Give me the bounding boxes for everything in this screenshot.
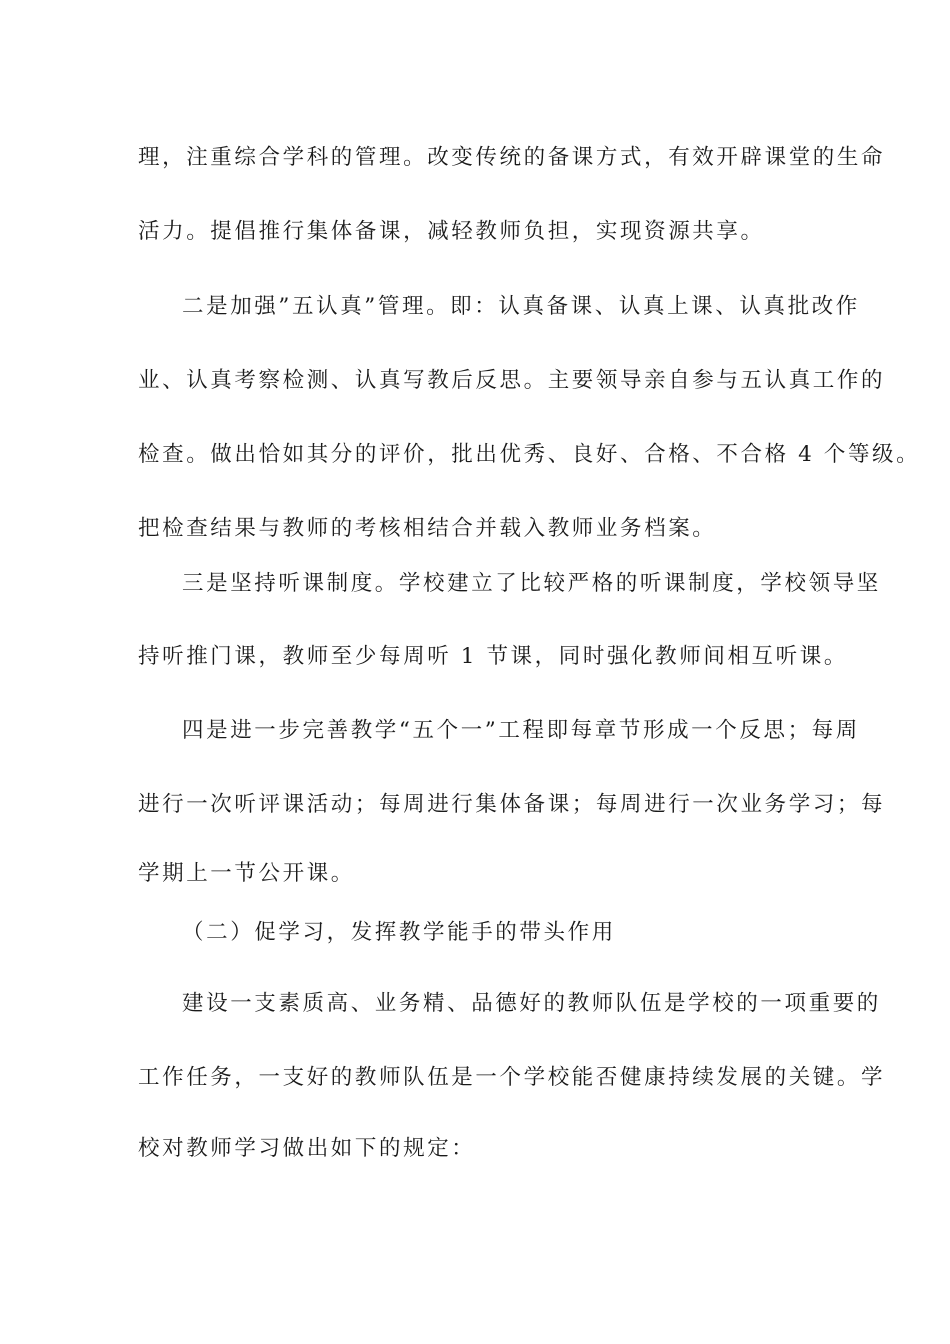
paragraph-line: 活力。提倡推行集体备课，减轻教师负担，实现资源共享。 bbox=[138, 219, 765, 244]
paragraph-line: 三是坚持听课制度。学校建立了比较严格的听课制度，学校领导坚 bbox=[182, 571, 881, 596]
paragraph-line: 校对教师学习做出如下的规定： bbox=[138, 1136, 476, 1161]
paragraph-line: 建设一支素质高、业务精、品德好的教师队伍是学校的一项重要的 bbox=[182, 991, 881, 1016]
paragraph-line: 业、认真考察检测、认真写教后反思。主要领导亲自参与五认真工作的 bbox=[138, 368, 886, 393]
paragraph-line: 进行一次听评课活动；每周进行集体备课；每周进行一次业务学习；每 bbox=[138, 792, 886, 817]
paragraph-line: 学期上一节公开课。 bbox=[138, 861, 355, 886]
paragraph-line: 二是加强”五认真”管理。即：认真备课、认真上课、认真批改作 bbox=[182, 294, 860, 319]
paragraph-line: 检查。做出恰如其分的评价，批出优秀、良好、合格、不合格 4 个等级。 bbox=[138, 442, 921, 467]
paragraph-line: 工作任务，一支好的教师队伍是一个学校能否健康持续发展的关键。学 bbox=[138, 1065, 886, 1090]
section-heading: （二）促学习，发挥教学能手的带头作用 bbox=[182, 920, 616, 945]
paragraph-line: 持听推门课，教师至少每周听 1 节课，同时强化教师间相互听课。 bbox=[138, 644, 848, 669]
paragraph-line: 把检查结果与教师的考核相结合并载入教师业务档案。 bbox=[138, 516, 717, 541]
paragraph-line: 理，注重综合学科的管理。改变传统的备课方式，有效开辟课堂的生命 bbox=[138, 145, 886, 170]
paragraph-line: 四是进一步完善教学“五个一”工程即每章节形成一个反思；每周 bbox=[182, 718, 860, 743]
